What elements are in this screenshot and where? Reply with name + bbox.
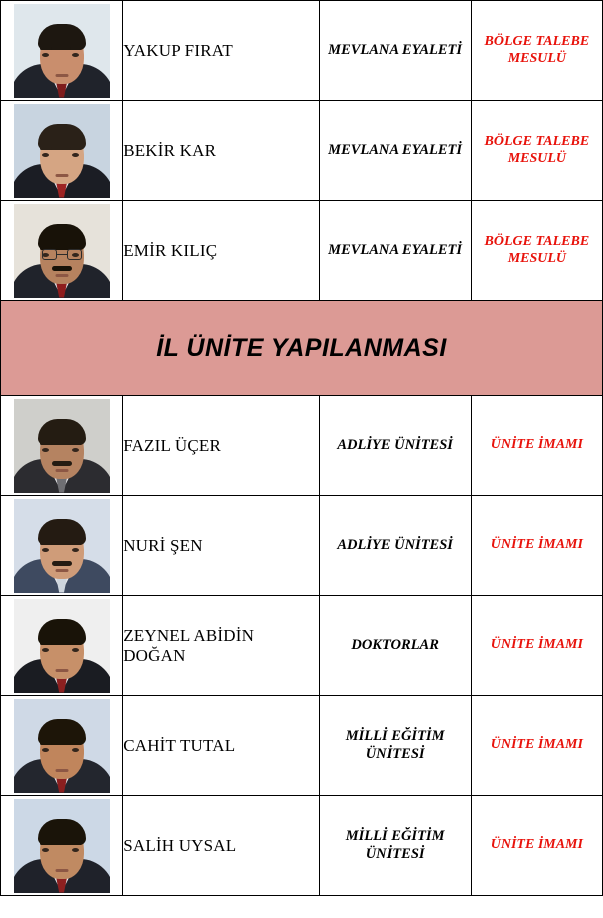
photo-eyebrow — [40, 47, 52, 50]
photo-mouth — [55, 469, 68, 472]
person-role: ÜNİTE İMAMI — [471, 796, 602, 896]
photo-mouth — [55, 174, 68, 177]
person-role: BÖLGE TALEBE MESULÜ — [471, 101, 602, 201]
person-unit: ADLİYE ÜNİTESİ — [319, 396, 471, 496]
table-row — [1, 1, 603, 101]
photo-mouth — [55, 569, 68, 572]
photo-cell — [1, 796, 123, 896]
person-name: FAZIL ÜÇER — [123, 396, 319, 496]
portrait-bekir-kar — [14, 104, 110, 198]
photo-eyebrow — [70, 47, 82, 50]
photo-cell — [1, 496, 123, 596]
table-row — [1, 396, 603, 496]
photo-hair — [38, 224, 86, 250]
person-name: EMİR KILIÇ — [123, 201, 319, 301]
portrait-fazil-ucer — [14, 399, 110, 493]
photo-cell — [1, 396, 123, 496]
photo-cell — [1, 596, 123, 696]
photo-eyebrow — [40, 742, 52, 745]
person-unit: MEVLANA EYALETİ — [319, 201, 471, 301]
person-unit: ADLİYE ÜNİTESİ — [319, 496, 471, 596]
photo-mouth — [55, 74, 68, 77]
portrait-zeynel-abidin-dogan — [14, 599, 110, 693]
photo-eye — [42, 448, 49, 452]
photo-eye — [72, 748, 79, 752]
photo-mouth — [55, 669, 68, 672]
photo-eye — [72, 648, 79, 652]
photo-eye — [72, 548, 79, 552]
photo-hair — [38, 619, 86, 645]
photo-eyebrow — [70, 742, 82, 745]
photo-eyebrow — [70, 642, 82, 645]
person-unit: MEVLANA EYALETİ — [319, 101, 471, 201]
person-role: BÖLGE TALEBE MESULÜ — [471, 201, 602, 301]
portrait-yakup-firat — [14, 4, 110, 98]
person-role: BÖLGE TALEBE MESULÜ — [471, 1, 602, 101]
person-role: ÜNİTE İMAMI — [471, 396, 602, 496]
person-role: ÜNİTE İMAMI — [471, 596, 602, 696]
photo-cell — [1, 696, 123, 796]
photo-eyebrow — [40, 147, 52, 150]
photo-eye — [42, 153, 49, 157]
photo-cell — [1, 1, 123, 101]
photo-eyebrow — [40, 842, 52, 845]
photo-moustache — [52, 266, 72, 271]
person-unit: DOKTORLAR — [319, 596, 471, 696]
person-role: ÜNİTE İMAMI — [471, 696, 602, 796]
person-role: ÜNİTE İMAMI — [471, 496, 602, 596]
photo-eyebrow — [40, 642, 52, 645]
portrait-nuri-sen — [14, 499, 110, 593]
photo-eyebrow — [40, 442, 52, 445]
photo-eye — [42, 748, 49, 752]
portrait-emir-kilic — [14, 204, 110, 298]
photo-eye — [42, 548, 49, 552]
photo-mouth — [55, 869, 68, 872]
photo-mouth — [55, 769, 68, 772]
photo-hair — [38, 419, 86, 445]
photo-eye — [42, 848, 49, 852]
roster-body — [1, 1, 603, 896]
section-title: İL ÜNİTE YAPILANMASI — [156, 333, 447, 362]
photo-eyebrow — [40, 542, 52, 545]
person-unit: MEVLANA EYALETİ — [319, 1, 471, 101]
photo-eyebrow — [70, 542, 82, 545]
person-name: YAKUP FIRAT — [123, 1, 319, 101]
section-header-row — [1, 301, 603, 396]
photo-eye — [72, 153, 79, 157]
photo-eye — [72, 53, 79, 57]
photo-cell — [1, 101, 123, 201]
photo-eyebrow — [70, 442, 82, 445]
photo-eyebrow — [70, 842, 82, 845]
table-row — [1, 696, 603, 796]
table-row — [1, 596, 603, 696]
photo-hair — [38, 24, 86, 50]
person-unit: MİLLİ EĞİTİM ÜNİTESİ — [319, 796, 471, 896]
table-row — [1, 496, 603, 596]
person-name: CAHİT TUTAL — [123, 696, 319, 796]
table-row — [1, 201, 603, 301]
photo-eye — [42, 648, 49, 652]
photo-mouth — [55, 274, 68, 277]
photo-eyebrow — [70, 147, 82, 150]
photo-hair — [38, 519, 86, 545]
portrait-cahit-tutal — [14, 699, 110, 793]
photo-eye — [42, 53, 49, 57]
section-header-cell — [1, 301, 603, 396]
photo-eyeglasses — [42, 249, 82, 261]
person-name: ZEYNEL ABİDİN DOĞAN — [123, 596, 319, 696]
photo-hair — [38, 719, 86, 745]
photo-hair — [38, 124, 86, 150]
photo-moustache — [52, 561, 72, 566]
person-name: NURİ ŞEN — [123, 496, 319, 596]
table-row — [1, 796, 603, 896]
person-name: SALİH UYSAL — [123, 796, 319, 896]
photo-hair — [38, 819, 86, 845]
photo-eye — [72, 448, 79, 452]
person-unit: MİLLİ EĞİTİM ÜNİTESİ — [319, 696, 471, 796]
photo-moustache — [52, 461, 72, 466]
portrait-salih-uysal — [14, 799, 110, 893]
table-row — [1, 101, 603, 201]
person-name: BEKİR KAR — [123, 101, 319, 201]
photo-eye — [72, 848, 79, 852]
photo-cell — [1, 201, 123, 301]
